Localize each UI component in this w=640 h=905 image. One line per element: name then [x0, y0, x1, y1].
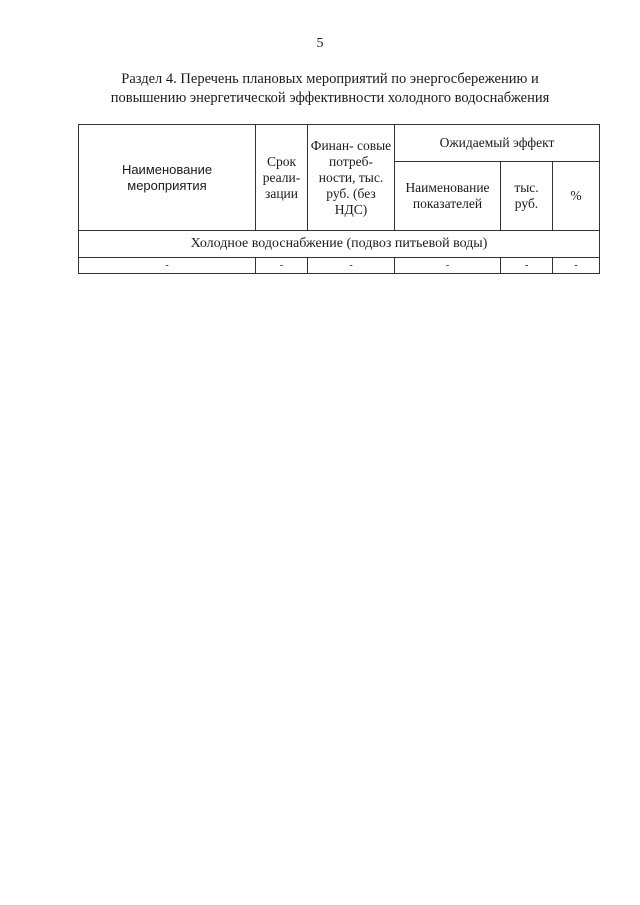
table-cell: -	[395, 258, 501, 274]
table-cell: -	[308, 258, 395, 274]
header-indicators: Наименование показателей	[395, 162, 501, 231]
section-row	[79, 231, 600, 258]
header-row-top	[79, 125, 600, 162]
header-financial-needs: Финан- совые потреб- ности, тыс. руб. (без НДС)	[308, 125, 395, 231]
measures-table	[78, 124, 600, 274]
header-measure-name: Наименование мероприятия	[79, 125, 256, 231]
section-title-line-2: повышению энергетической эффективности холодного водоснабжения	[110, 90, 550, 106]
section-title-line-1: Раздел 4. Перечень плановых мероприятий по энергосбережению и	[121, 71, 539, 87]
section-title	[60, 70, 600, 108]
header-percent: %	[553, 162, 600, 231]
section-label: Холодное водоснабжение (подвоз питьевой воды)	[79, 231, 600, 258]
table-cell: -	[501, 258, 553, 274]
table-cell: -	[553, 258, 600, 274]
header-term: Срок реали- зации	[256, 125, 308, 231]
table-row	[79, 258, 600, 274]
page-number: 5	[316, 36, 324, 51]
header-expected-effect: Ожидаемый эффект	[395, 125, 600, 162]
table-cell: -	[256, 258, 308, 274]
header-thousand-rub: тыс. руб.	[501, 162, 553, 231]
table-cell: -	[79, 258, 256, 274]
